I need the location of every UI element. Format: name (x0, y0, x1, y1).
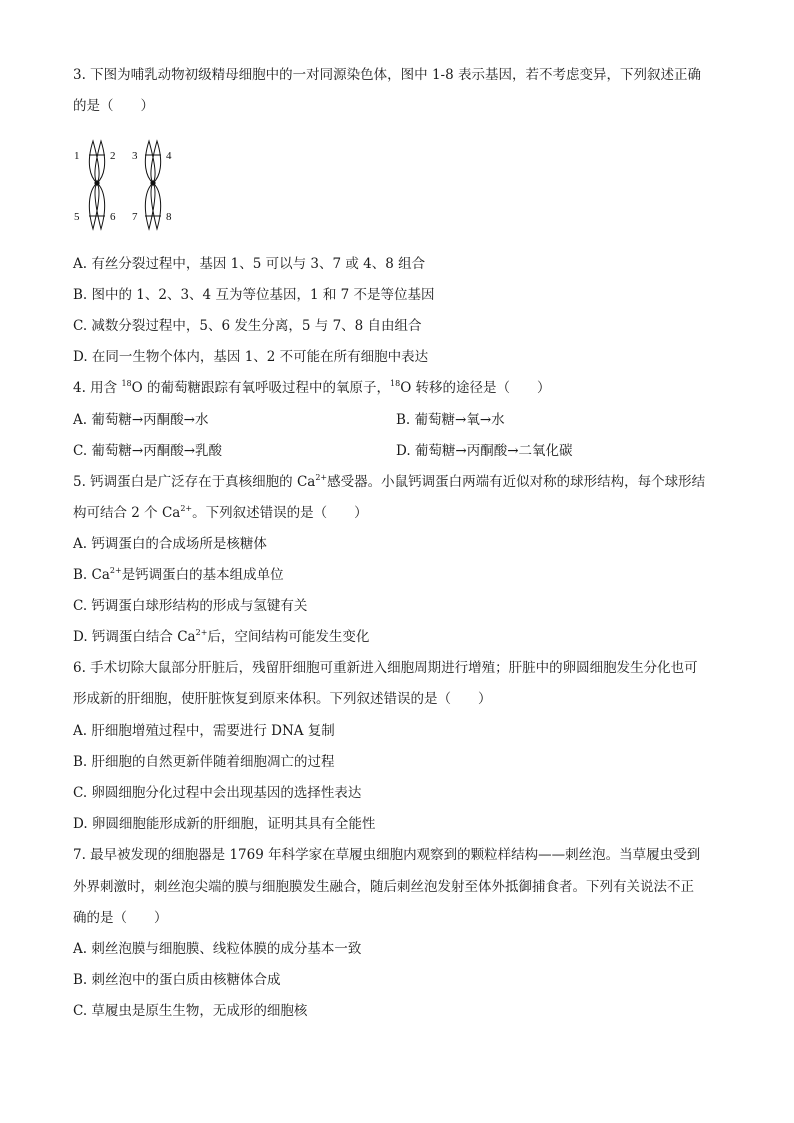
q5-option-d: D. 钙调蛋白结合 $Ca^{2+}$后，空间结构可能发生变化 (73, 628, 370, 645)
q4-option-b: B. 葡萄糖→氧→水 (396, 412, 505, 428)
gene-label-4: 4 (166, 150, 172, 162)
q3-option-c: C. 减数分裂过程中，5、6 发生分离，5 与 7、8 自由组合 (73, 318, 422, 334)
q7-stem-line2: 外界刺激时，刺丝泡尖端的膜与细胞膜发生融合，随后刺丝泡发射至体外抵御捕食者。下列有关说法不正 (73, 879, 694, 895)
q6-stem-line1: 6. 手术切除大鼠部分肝脏后，残留肝细胞可重新进入细胞周期进行增殖；肝脏中的卵圆细胞发生分化也可 (73, 660, 698, 676)
q6-option-b: B. 肝细胞的自然更新伴随着细胞凋亡的过程 (73, 754, 335, 770)
gene-label-3: 3 (132, 150, 138, 162)
q7-stem-line3: 确的是（ ） (73, 910, 168, 926)
q5-stem-line1: 5. 钙调蛋白是广泛存在于真核细胞的 $Ca^{2+}$感受器。小鼠钙调蛋白两端有近似对称的球形结构，每个球形结 (73, 473, 706, 490)
q7-option-a: A. 刺丝泡膜与细胞膜、线粒体膜的成分基本一致 (73, 941, 362, 957)
q7-option-b: B. 刺丝泡中的蛋白质由核糖体合成 (73, 972, 281, 988)
gene-label-5: 5 (74, 211, 80, 223)
q7-stem-line1: 7. 最早被发现的细胞器是 1769 年科学家在草履虫细胞内观察到的颗粒样结构——刺丝泡。当草履虫受到 (73, 847, 701, 863)
q7-option-c: C. 草履虫是原生生物，无成形的细胞核 (73, 1003, 308, 1019)
q4-stem: 4. 用含 $^{18}$O 的葡萄糖跟踪有氧呼吸过程中的氧原子，$^{18}$O 转移的途径是（ ） (73, 379, 551, 396)
gene-label-6: 6 (110, 211, 116, 223)
gene-label-1: 1 (74, 150, 80, 162)
q5-stem-line2: 构可结合 2 个 $Ca^{2+}$。下列叙述错误的是（ ） (73, 504, 368, 521)
centromere-left (94, 180, 99, 185)
q6-stem-line2: 形成新的肝细胞，使肝脏恢复到原来体积。下列叙述错误的是（ ） (73, 691, 492, 707)
q5-option-c: C. 钙调蛋白球形结构的形成与氢键有关 (73, 598, 308, 614)
q4-option-c: C. 葡萄糖→丙酮酸→乳酸 (73, 443, 223, 459)
centromere-right (150, 180, 155, 185)
q3-stem-line2: 的是（ ） (73, 98, 154, 114)
q3-option-a: A. 有丝分裂过程中，基因 1、5 可以与 3、7 或 4、8 组合 (73, 256, 426, 272)
q3-option-d: D. 在同一生物个体内，基因 1、2 不可能在所有细胞中表达 (73, 349, 429, 365)
gene-label-8: 8 (166, 211, 172, 223)
q6-option-c: C. 卵圆细胞分化过程中会出现基因的选择性表达 (73, 785, 362, 801)
q3-stem-line1: 3. 下图为哺乳动物初级精母细胞中的一对同源染色体，图中 1-8 表示基因，若不考虑变异，下列叙述正确 (73, 67, 701, 83)
gene-label-7: 7 (132, 211, 138, 223)
q5-option-b: B. $Ca^{2+}$是钙调蛋白的基本组成单位 (73, 566, 284, 583)
q3-option-b: B. 图中的 1、2、3、4 互为等位基因，1 和 7 不是等位基因 (73, 287, 435, 303)
q5-option-a: A. 钙调蛋白的合成场所是核糖体 (73, 536, 267, 552)
homologous-chromosome-figure (70, 133, 190, 238)
q6-option-d: D. 卵圆细胞能形成新的肝细胞，证明其具有全能性 (73, 816, 376, 832)
q4-option-d: D. 葡萄糖→丙酮酸→二氧化碳 (396, 443, 573, 459)
q4-option-a: A. 葡萄糖→丙酮酸→水 (73, 412, 209, 428)
q6-option-a: A. 肝细胞增殖过程中，需要进行 DNA 复制 (73, 723, 335, 739)
gene-label-2: 2 (110, 150, 116, 162)
